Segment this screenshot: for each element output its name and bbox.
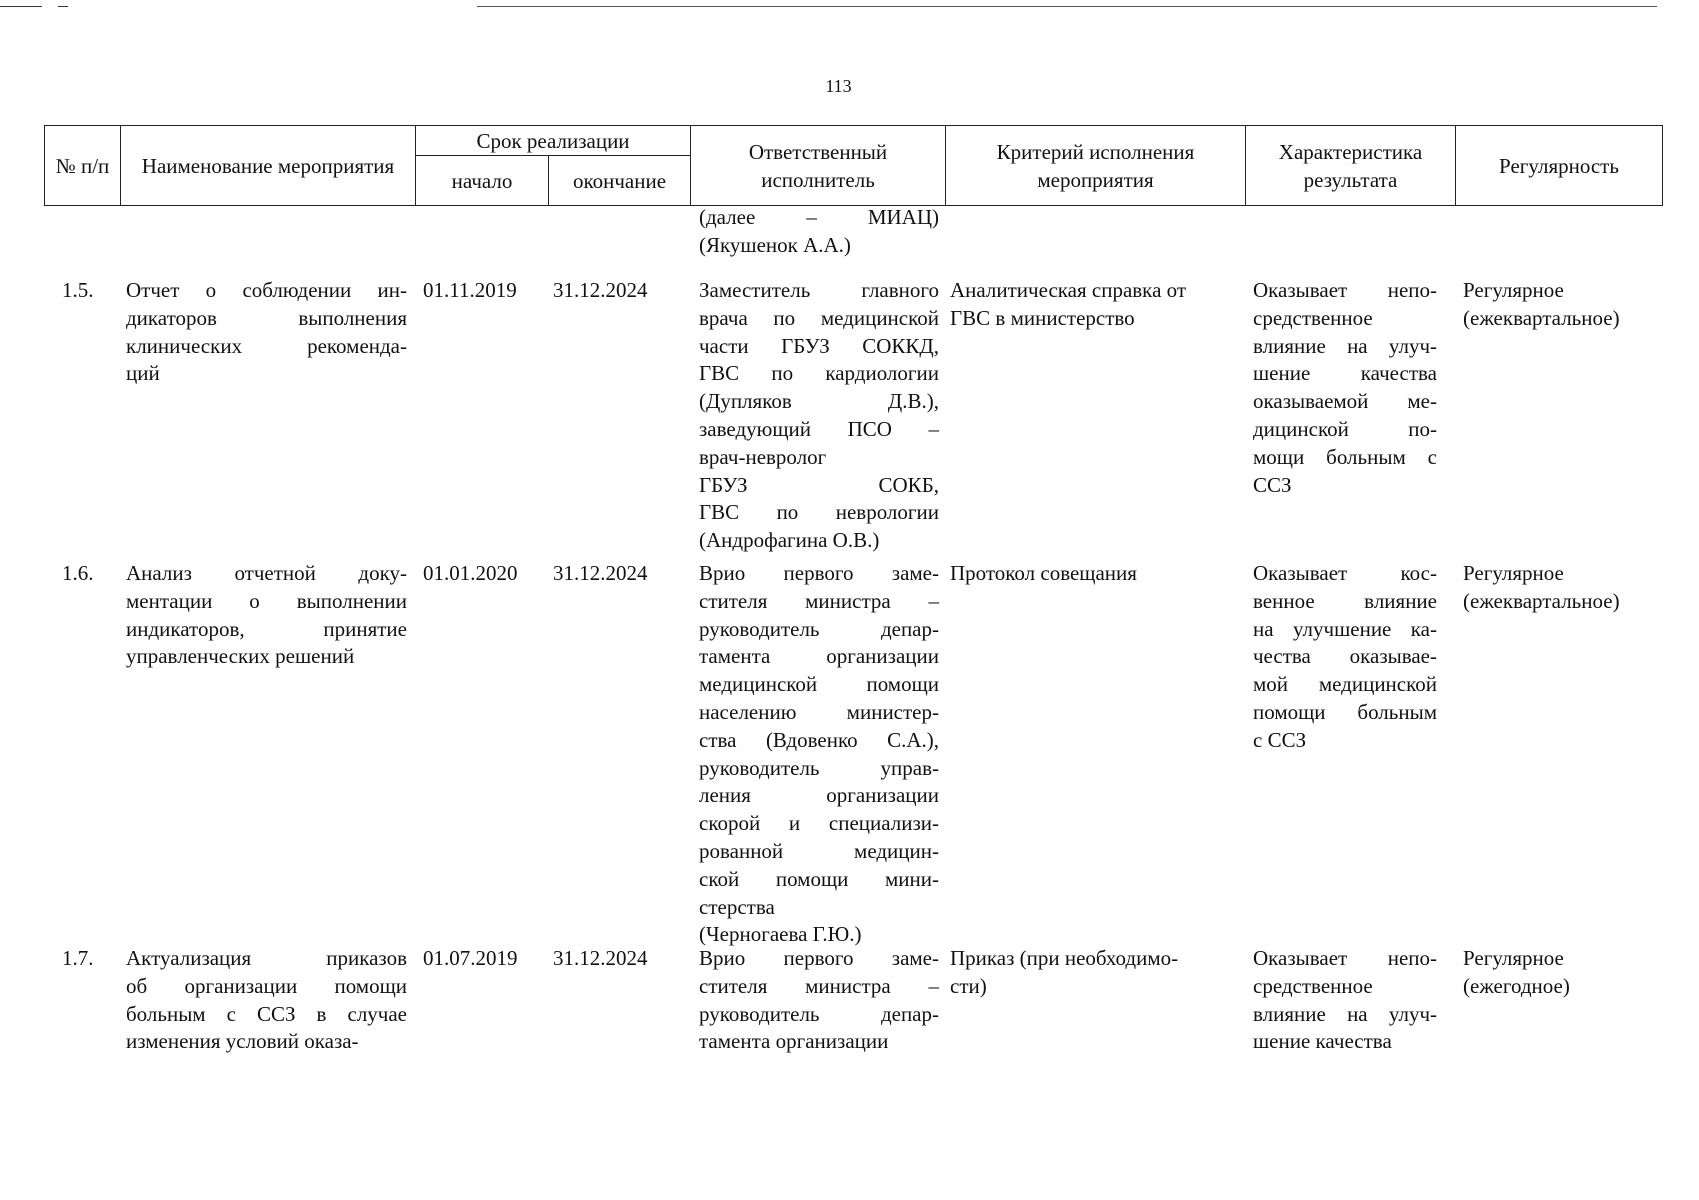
row-name-line: изменения условий оказа- [126, 1029, 359, 1054]
header-responsible: Ответственный исполнитель [691, 126, 946, 206]
row-responsible-line: ГВС по кардиологии [699, 361, 939, 386]
row-regularity [1455, 277, 1662, 560]
row-criterion-line: сти) [950, 973, 987, 998]
row-name-line: ментации о выполнении [126, 588, 407, 613]
row-responsible-line: стерства [699, 894, 775, 919]
row-start-date: 01.01.2020 [423, 561, 518, 585]
row-responsible-line: ства (Вдовенко С.А.), [699, 727, 939, 752]
row-name [120, 560, 415, 945]
row-responsible-line: Врио первого заме- [699, 946, 939, 970]
header-criterion: Критерий исполнения мероприятия [946, 126, 1246, 206]
row-characteristic-line: на улучшение ка- [1253, 616, 1437, 641]
row-name-line: управленческих решений [126, 644, 355, 669]
row-criterion [945, 945, 1245, 1056]
header-end: окончание [549, 156, 691, 206]
row-characteristic [1245, 945, 1455, 1056]
row-number: 1.6. [62, 561, 94, 585]
row-characteristic-line: дицинской по- [1253, 416, 1437, 441]
page-number: 113 [825, 76, 852, 96]
row-characteristic-line: Оказывает непо- [1253, 946, 1437, 970]
row-name-line: индикаторов, принятие [126, 616, 407, 641]
row-name-line: клинических рекоменда- [126, 333, 407, 358]
row-characteristic-line: средственное [1253, 973, 1373, 998]
row-regularity-line: (ежеквартальное) [1463, 305, 1620, 330]
row-responsible-line: руководитель депар- [699, 1001, 939, 1026]
row-characteristic-line: чества оказывае- [1253, 644, 1437, 669]
table-header [44, 125, 1663, 206]
continuation-row [44, 204, 1662, 277]
row-name [120, 277, 415, 560]
row-start-date: 01.07.2019 [423, 946, 518, 970]
row-criterion [945, 277, 1245, 560]
row-characteristic-line: Оказывает кос- [1253, 561, 1437, 585]
row-characteristic-line: мой медицинской [1253, 672, 1437, 697]
row-responsible [690, 945, 945, 1056]
row-responsible-line: части ГБУЗ СОККД, [699, 333, 939, 358]
row-name-line: Анализ отчетной доку- [126, 561, 407, 585]
row-characteristic-line: средственное [1253, 305, 1373, 330]
row-responsible-line: (Андрофагина О.В.) [699, 528, 880, 553]
row-responsible-line: скорой и специализи- [699, 811, 939, 836]
row-end-date: 31.12.2024 [553, 278, 648, 302]
row-name [120, 945, 415, 1056]
row-characteristic-line: венное влияние [1253, 588, 1437, 613]
row-responsible-line: врача по медицинской [699, 305, 939, 330]
row-characteristic [1245, 560, 1455, 945]
row-responsible-line: ГВС по неврологии [699, 500, 939, 525]
scan-edge-line-mark [58, 6, 68, 7]
row-responsible-line: Заместитель главного [699, 278, 939, 302]
row-responsible-line: заведующий ПСО – [699, 416, 939, 441]
scan-edge-line-right [477, 6, 1657, 7]
row-characteristic [1245, 277, 1455, 560]
table-rows [44, 277, 1662, 1056]
row-characteristic-line: мощи больным с [1253, 444, 1437, 469]
row-regularity [1455, 560, 1662, 945]
row-number: 1.7. [62, 946, 94, 970]
row-characteristic-line: Оказывает непо- [1253, 278, 1437, 302]
row-responsible-line: населению министер- [699, 699, 939, 724]
row-regularity-line: Регулярное [1463, 561, 1564, 585]
row-responsible-line: врач-невролог [699, 444, 827, 469]
row-regularity-line: Регулярное [1463, 278, 1564, 302]
header-period: Срок реализации [416, 126, 691, 156]
row-regularity-line: Регулярное [1463, 946, 1564, 970]
row-regularity-line: (ежегодное) [1463, 973, 1570, 998]
row-responsible-line: ской помощи мини- [699, 866, 939, 891]
row-name-line: об организации помощи [126, 973, 407, 998]
row-characteristic-line: влияние на улуч- [1253, 333, 1437, 358]
row-responsible-line: медицинской помощи [699, 672, 939, 697]
row-characteristic-line: ССЗ [1253, 472, 1292, 497]
row-characteristic-line: оказываемой ме- [1253, 389, 1437, 414]
row-responsible-line: тамента организации [699, 644, 939, 669]
row-end-date: 31.12.2024 [553, 561, 648, 585]
continuation-responsible: (далее – МИАЦ) (Якушенок А.А.) [699, 205, 939, 257]
table-row [44, 560, 1662, 945]
scan-edge-line-left [0, 6, 42, 7]
row-responsible-line: рованной медицин- [699, 838, 939, 863]
row-name-line: ций [126, 361, 160, 386]
header-name: Наименование мероприятия [121, 126, 416, 206]
table-body [44, 204, 1662, 1056]
header-start: начало [416, 156, 549, 206]
row-responsible-line: тамента организации [699, 1029, 889, 1054]
row-criterion-line: Протокол совещания [950, 561, 1137, 585]
row-characteristic-line: шение качества [1253, 361, 1437, 386]
row-characteristic-line: с ССЗ [1253, 727, 1307, 752]
row-responsible [690, 277, 945, 560]
row-responsible-line: руководитель депар- [699, 616, 939, 641]
row-criterion-line: ГВС в министерство [950, 305, 1135, 330]
row-responsible [690, 560, 945, 945]
row-responsible-line: стителя министра – [699, 588, 939, 613]
header-characteristic: Характеристика результата [1246, 126, 1456, 206]
row-responsible-line: (Черногаева Г.Ю.) [699, 922, 862, 947]
table-row [44, 945, 1662, 1056]
row-criterion-line: Приказ (при необходимо- [950, 946, 1179, 970]
row-characteristic-line: влияние на улуч- [1253, 1001, 1437, 1026]
row-name-line: дикаторов выполнения [126, 305, 407, 330]
row-responsible-line: (Дупляков Д.В.), [699, 389, 939, 414]
row-end-date: 31.12.2024 [553, 946, 648, 970]
row-criterion-line: Аналитическая справка от [950, 278, 1187, 302]
row-start-date: 01.11.2019 [423, 278, 517, 302]
table-row [44, 277, 1662, 560]
row-responsible-line: руководитель управ- [699, 755, 939, 780]
row-name-line: больным с ССЗ в случае [126, 1001, 407, 1026]
row-criterion [945, 560, 1245, 945]
row-regularity [1455, 945, 1662, 1056]
row-responsible-line: Врио первого заме- [699, 561, 939, 585]
row-responsible-line: стителя министра – [699, 973, 939, 998]
row-name-line: Отчет о соблюдении ин- [126, 278, 407, 302]
row-responsible-line: ления организации [699, 783, 939, 808]
header-num: № п/п [45, 126, 121, 206]
row-name-line: Актуализация приказов [126, 946, 407, 970]
header-regularity: Регулярность [1456, 126, 1663, 206]
row-responsible-line: ГБУЗ СОКБ, [699, 472, 939, 497]
row-characteristic-line: помощи больным [1253, 699, 1437, 724]
row-regularity-line: (ежеквартальное) [1463, 588, 1620, 613]
row-number: 1.5. [62, 278, 94, 302]
row-characteristic-line: шение качества [1253, 1029, 1392, 1054]
